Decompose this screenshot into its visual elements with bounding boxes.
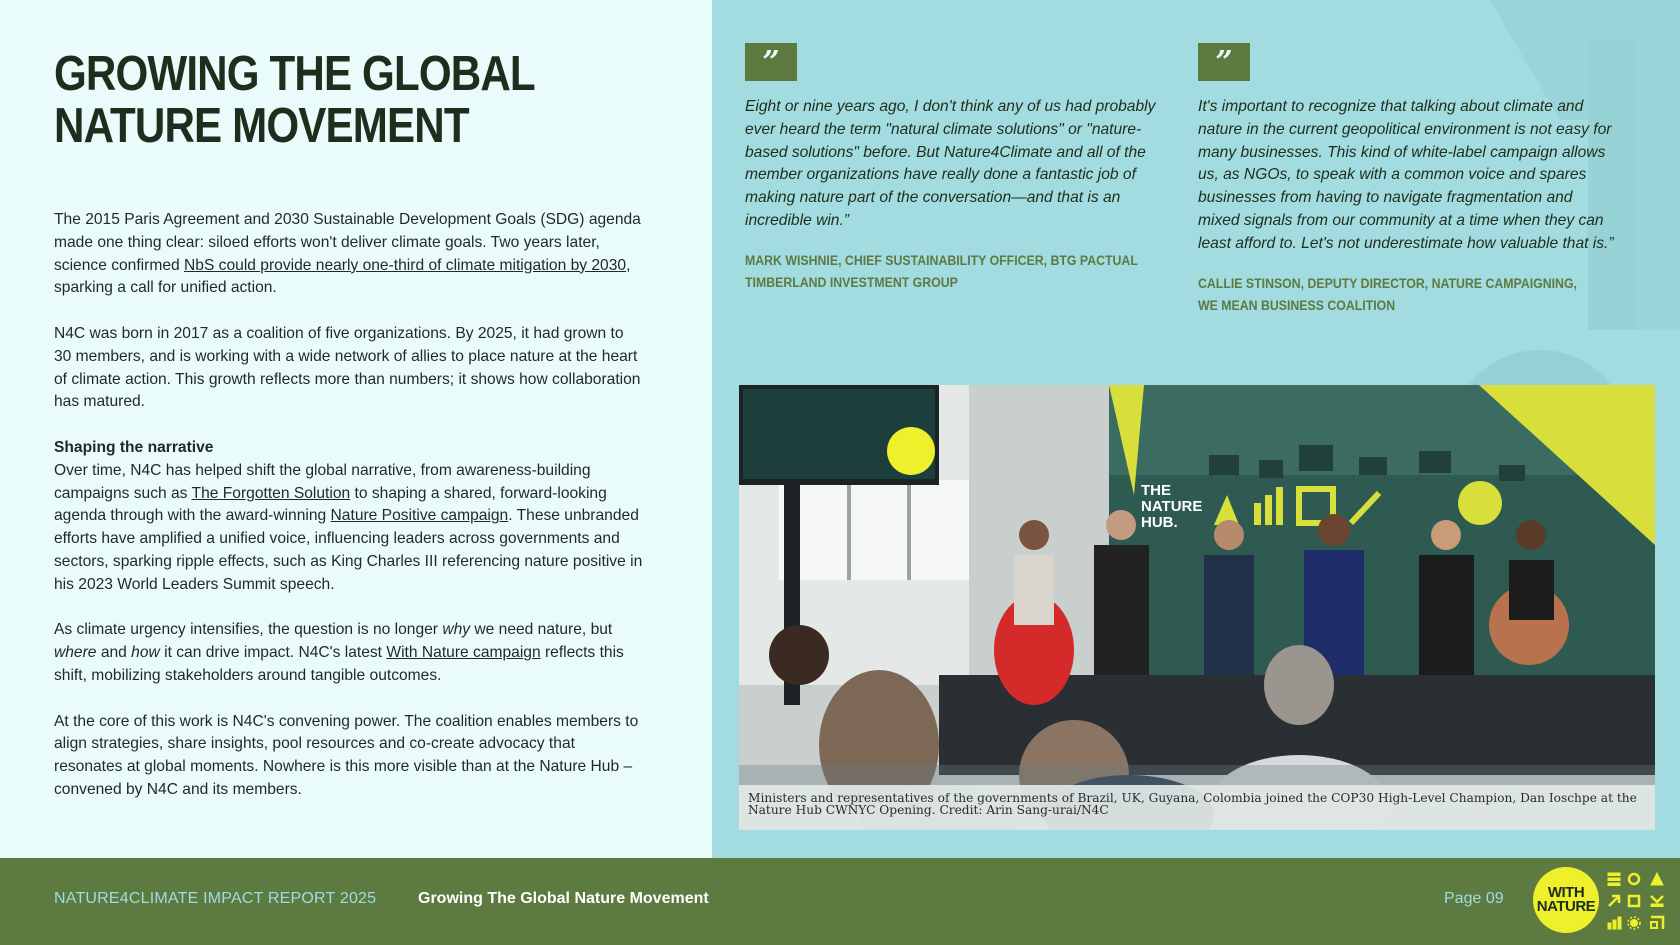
paragraph-1-text-end: , sparking a call for unified action. (54, 256, 631, 297)
svg-text:HUB.: HUB. (1141, 514, 1178, 531)
quote-block-1 (745, 43, 1165, 295)
paragraph-5: At the core of this work is N4C's convening power. The coalition enables members to align strategies, share insights, pool resources and co-create advocacy that resonates at global moments. Nowhere is this more visible than at the Nature Hub – convened by N4C and its members. (54, 712, 639, 798)
quote-mark-icon: ” (745, 43, 797, 81)
attribution-line: TIMBERLAND INVESTMENT GROUP (745, 275, 958, 291)
paragraph-3 (54, 437, 644, 597)
square-icon (1629, 896, 1639, 906)
attribution-line: MARK WISHNIE, CHIEF SUSTAINABILITY OFFICER, BTG PACTUAL (745, 252, 1138, 268)
paragraph-3-text-end: . These unbranded efforts have amplified a unified voice, influencing leaders across governments and sectors, sparking ripple effects, such as King Charles III referencing nature positive in his 2023 World Leaders Summit speech. (54, 507, 643, 593)
event-photo (739, 385, 1655, 830)
paragraph-2: N4C was born in 2017 as a coalition of five organizations. By 2025, it had grown to 30 members, and is working with a wide network of allies to place nature at the heart of climate action. This growth reflects more than numbers; it shows how collaboration has matured. (54, 324, 641, 411)
paragraph-4-text-2: we need nature, but (470, 621, 613, 639)
quote-attribution (745, 250, 1168, 295)
emphasis-where: where (54, 644, 97, 662)
quote-text: It's important to recognize that talking about climate and nature in the current geopolitical environment is not easy for many businesses. This kind of white-label campaign allows us, as NGOs, to speak with a common voice and spares businesses from having to navigate fragmentation and mixed signals from our community at a time when they can least afford to. Let's not underestimate how valuable that is.” (1198, 98, 1614, 252)
paragraph-1-text: The 2015 Paris Agreement and 2030 Sustainable Development Goals (SDG) agenda made one thing clear: siloed efforts won't deliver climate goals. Two years later, science confirmed (54, 211, 641, 274)
paragraph-1 (54, 209, 644, 300)
forgotten-solution-link[interactable]: The Forgotten Solution (191, 484, 351, 502)
body-text (54, 209, 644, 825)
with-nature-badge-logo (1533, 867, 1599, 933)
svg-text:THE: THE (1141, 482, 1171, 499)
chevron-down-icon (1651, 896, 1663, 902)
circle-icon (1629, 874, 1639, 884)
event-photo-illustration (739, 385, 1655, 830)
paragraph-3-text-mid: to shaping a shared, forward-looking agenda through with the award-winning (54, 484, 607, 525)
campaign-icons-grid (1606, 870, 1666, 932)
footer-section-title: Growing The Global Nature Movement (418, 890, 709, 907)
paragraph-4-text-4: it can drive impact. N4C's latest (159, 644, 387, 662)
page-title-line1: GROWING THE GLOBAL (54, 47, 535, 101)
paragraph-4-text-end: reflects this shift, mobilizing stakeholders around tangible outcomes. (54, 644, 624, 684)
footer-report-title: NATURE4CLIMATE IMPACT REPORT 2025 (54, 890, 377, 907)
lines-icon (1608, 873, 1620, 886)
paragraph-4 (54, 619, 644, 687)
bar-chart-icon (1608, 917, 1621, 929)
page-number: Page 09 (1444, 890, 1504, 907)
attribution-line: WE MEAN BUSINESS COALITION (1198, 298, 1396, 314)
right-column (712, 0, 1680, 858)
quote-text: Eight or nine years ago, I don't think any of us had probably ever heard the term "natural climate solutions" or "nature-based solutions" before. But Nature4Climate and all of the member organizations have really done a fantastic job of making nature part of the conversation—and that is an incredible win.” (745, 98, 1156, 229)
nbs-mitigation-link[interactable]: NbS could provide nearly one-third of climate mitigation by 2030 (184, 256, 627, 274)
page-title-line2: NATURE MOVEMENT (54, 99, 469, 153)
svg-text:NATURE: NATURE (1141, 498, 1203, 515)
quote-block-2 (1198, 43, 1618, 318)
nature-positive-campaign-link[interactable]: Nature Positive campaign (330, 507, 509, 525)
footer-bar (0, 858, 1680, 945)
triangle-icon (1651, 873, 1663, 885)
quote-attribution (1198, 273, 1621, 318)
attribution-line: CALLIE STINSON, DEPUTY DIRECTOR, NATURE CAMPAIGNING, (1198, 275, 1577, 291)
photo-caption: Ministers and representatives of the governments of Brazil, UK, Guyana, Colombia joined the COP30 High-Level Champion, Dan Ioschpe at the Nature Hub CWNYC Opening. Credit: Arin Sang-urai/N4C (739, 785, 1655, 830)
subhead-shaping-narrative: Shaping the narrative (54, 438, 214, 456)
arrow-up-right-icon (1609, 896, 1619, 906)
paragraph-4-text: As climate urgency intensifies, the question is no longer (54, 621, 443, 639)
emphasis-why: why (442, 621, 471, 639)
badge-text-line2: NATURE (1536, 898, 1596, 915)
emphasis-how: how (131, 644, 160, 662)
paragraph-4-text-3: and (96, 644, 132, 662)
paragraph-3-text: Over time, N4C has helped shift the global narrative, from awareness-building campaigns such as (54, 461, 591, 502)
with-nature-campaign-link[interactable]: With Nature campaign (386, 644, 541, 662)
badge-text-line1: WITH (1547, 884, 1585, 901)
quote-mark-icon: ” (1198, 43, 1250, 81)
sun-icon (1628, 917, 1640, 929)
left-column (0, 0, 712, 858)
page-title (54, 48, 570, 152)
